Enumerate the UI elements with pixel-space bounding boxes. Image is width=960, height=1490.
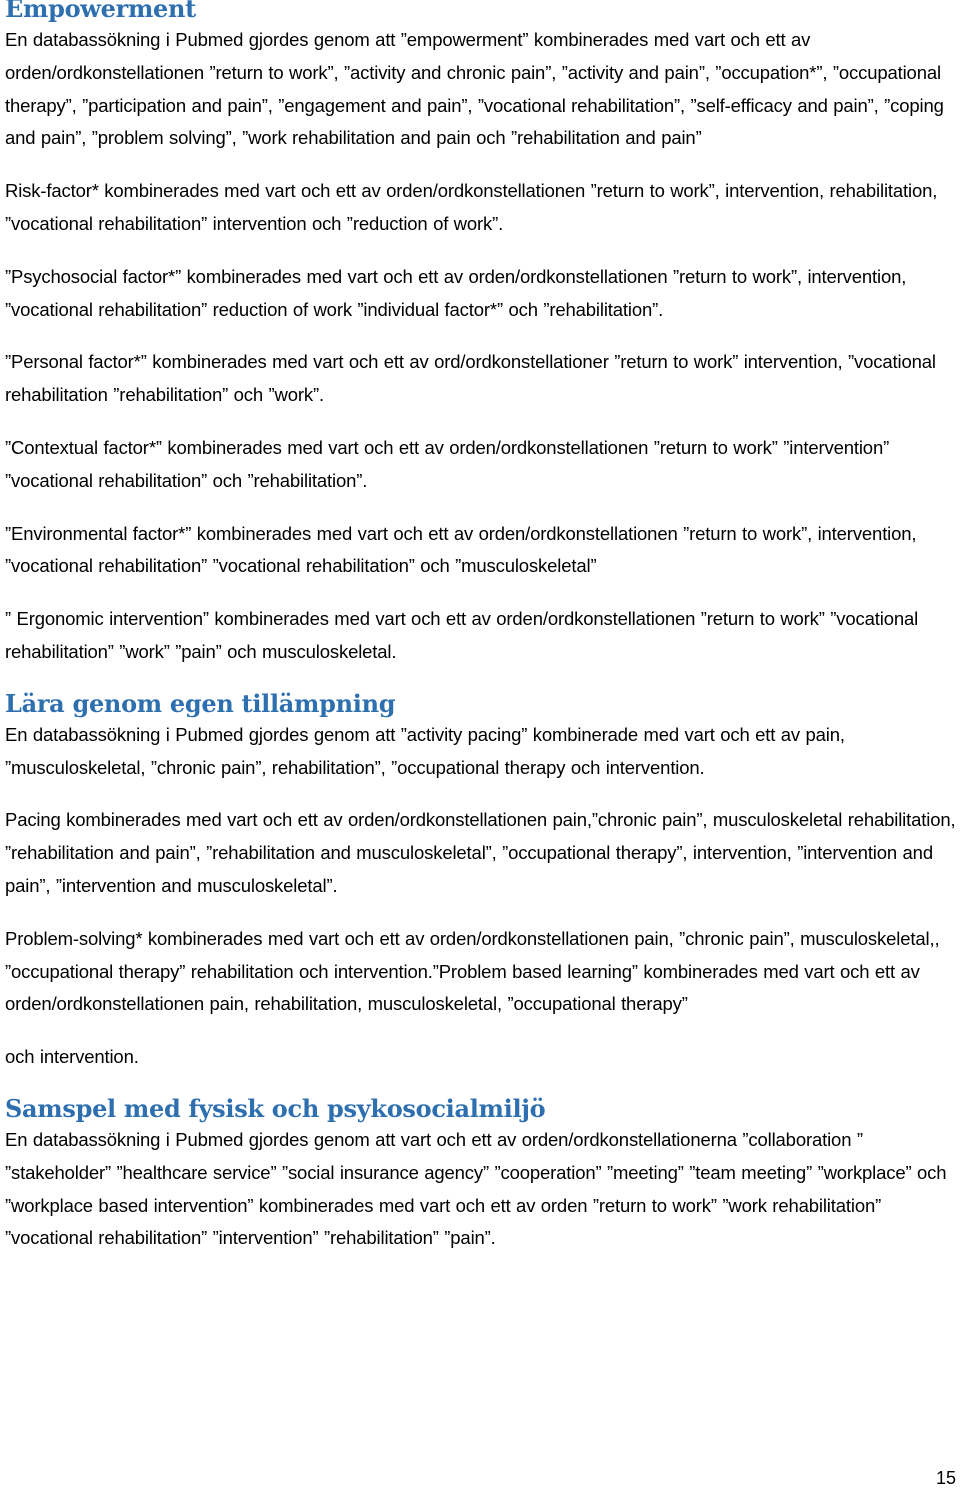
section-heading: Lära genom egen tillämpning: [5, 688, 396, 718]
paragraph: En databassökning i Pubmed gjordes genom att ”activity pacing” kombinerade med vart och ett av pain, ”musculoskeletal, ”chronic pain”, rehabilitation”, ”occupational therapy och intervention.: [5, 723, 845, 778]
paragraph: ”Personal factor*” kombinerades med vart och ett av ord/ordkonstellationer ”return to work” intervention, ”vocational rehabilitation ”rehabilitation” och ”work”.: [5, 351, 936, 406]
paragraph: Risk-factor* kombinerades med vart och ett av orden/ordkonstellationen ”return to work”, intervention, rehabilitation, ”vocational rehabilitation” intervention och ”reduction of work”.: [5, 180, 938, 234]
section-empowerment: [5, 0, 957, 669]
document-page: [5, 0, 957, 1255]
paragraph: En databassökning i Pubmed gjordes genom att ”empowerment” kombinerades med vart och ett av orden/ordkonstellationen ”return to work”, ”activity and chronic pain”, ”activity and pain”, ”occupation*”, ”occupational therapy”, ”participation and pain”, ”engagement and pain”, ”vocational rehabilitation”, ”self-efficacy and pain”, ”coping and pain”, ”problem solving”, ”work rehabilitation and pain och ”rehabilitation and pain”: [5, 29, 944, 149]
section-lara-genom-egen-tillampning: [5, 689, 957, 1074]
section-heading: Samspel med fysisk och psykosocialmiljö: [5, 1093, 546, 1123]
section-samspel-med-fysisk-och-psykosocialmiljo: [5, 1094, 957, 1255]
paragraph: Problem-solving* kombinerades med vart och ett av orden/ordkonstellationen pain, ”chronic pain”, musculoskeletal,, ”occupational therapy” rehabilitation och intervention.”Problem based learning” kombinerades med vart och ett av orden/ordkonstellationen pain, rehabilitation, musculoskeletal, ”occupational therapy”: [5, 927, 940, 1015]
paragraph: ”Environmental factor*” kombinerades med vart och ett av orden/ordkonstellationen ”return to work”, intervention, ”vocational rehabilitation” ”vocational rehabilitation” och ”musculoskeletal”: [5, 522, 917, 577]
paragraph: ”Contextual factor*” kombinerades med vart och ett av orden/ordkonstellationen ”return to work” ”intervention” ”vocational rehabilitation” och ”rehabilitation”.: [5, 436, 890, 491]
paragraph: ” Ergonomic intervention” kombinerades med vart och ett av orden/ordkonstellationen ”return to work” ”vocational rehabilitation” ”work” ”pain” och musculoskeletal.: [5, 608, 919, 662]
page-number: 15: [935, 1468, 956, 1488]
paragraph: En databassökning i Pubmed gjordes genom att vart och ett av orden/ordkonstellationerna ”collaboration ” ”stakeholder” ”healthcare service” ”social insurance agency” ”cooperation” ”meeting” ”team meeting” ”workplace” och ”workplace based intervention” kombinerades med vart och ett av orden ”return to work” ”work rehabilitation” ”vocational rehabilitation” ”intervention” ”rehabilitation” ”pain”.: [5, 1128, 947, 1249]
paragraph: Pacing kombinerades med vart och ett av orden/ordkonstellationen pain,”chronic pain”, musculoskeletal rehabilitation, ”rehabilitation and pain”, ”rehabilitation and musculoskeletal”, ”occupational therapy”, intervention, ”intervention and pain”, ”intervention and musculoskeletal”.: [5, 809, 956, 896]
paragraph: och intervention.: [5, 1046, 139, 1068]
section-heading: Empowerment: [5, 0, 196, 23]
paragraph: ”Psychosocial factor*” kombinerades med vart och ett av orden/ordkonstellationen ”return to work”, intervention, ”vocational rehabilitation” reduction of work ”individual factor*” och ”rehabilitation”.: [5, 265, 907, 320]
